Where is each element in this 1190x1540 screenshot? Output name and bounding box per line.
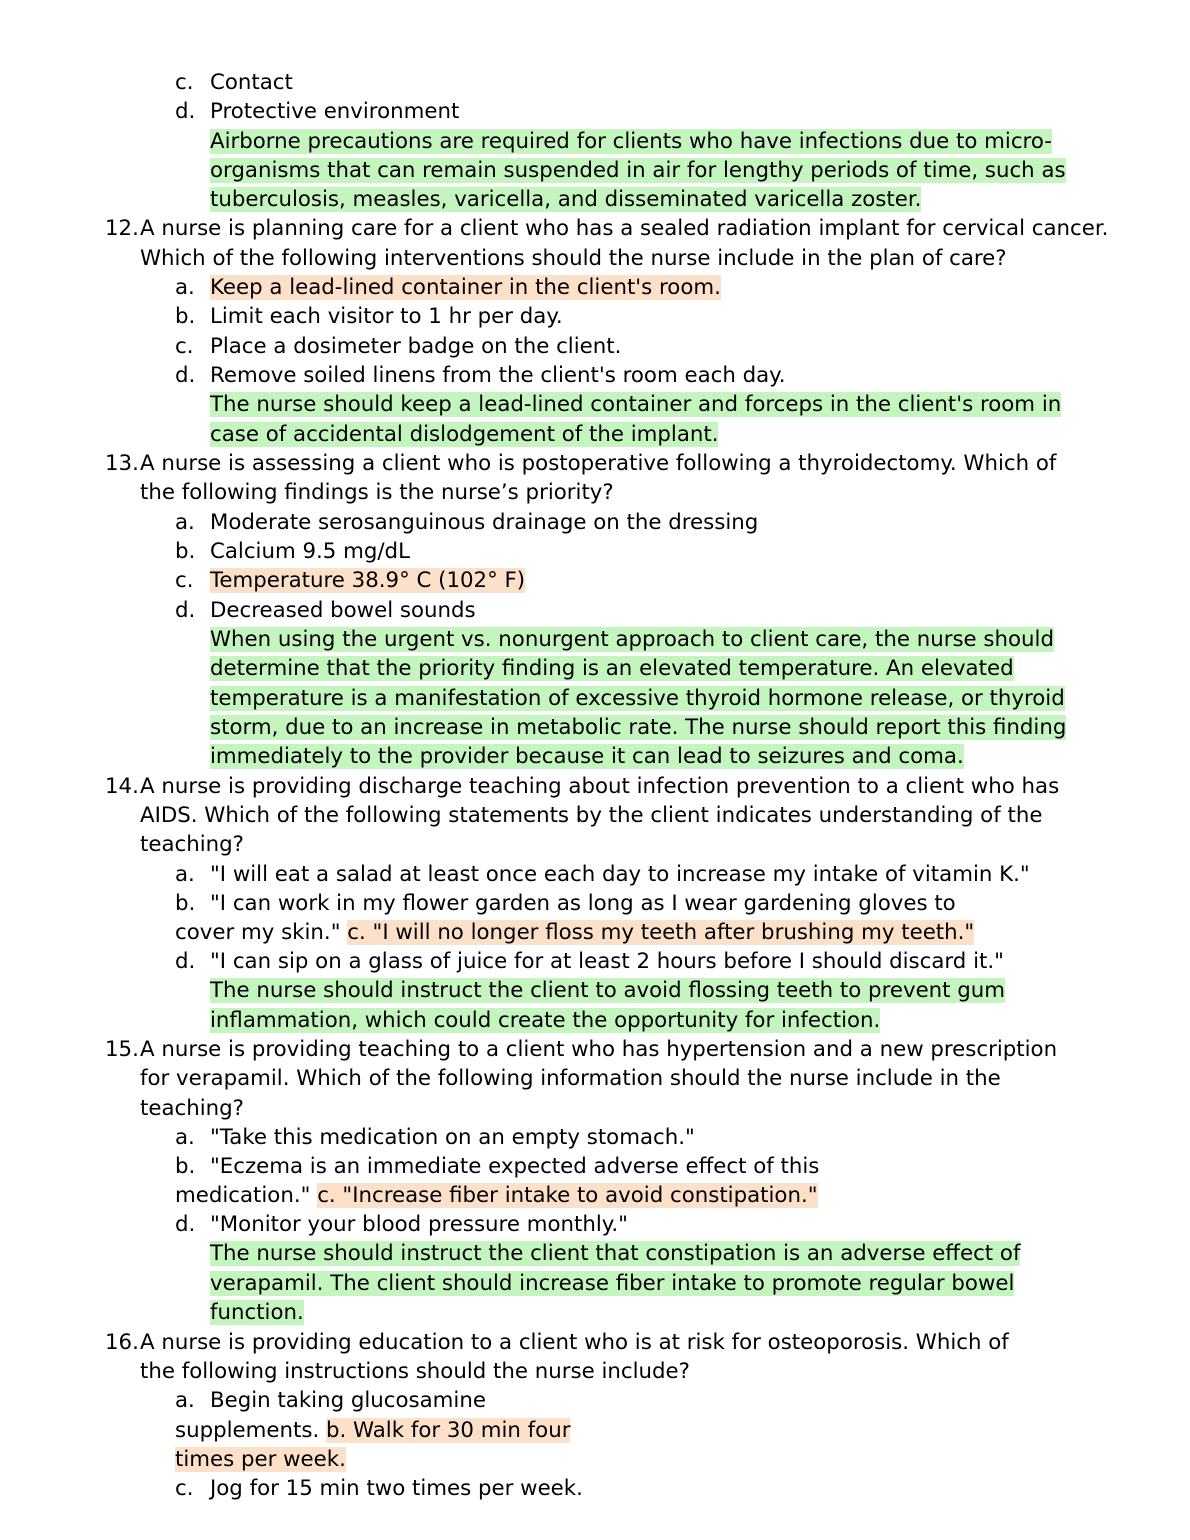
q13-stem: 13.A nurse is assessing a client who is postoperative following a thyroidectomy. Which of [105,451,1057,476]
q13-option-d: d. Decreased bowel sounds [175,598,476,623]
q15-rationale-line: function. [210,1300,304,1325]
q15-stem-cont: teaching? [140,1096,244,1121]
q14-option-d: d. "I can sip on a glass of juice for at least 2 hours before I should discard it." [175,949,1004,974]
q11-option-c: c. Contact [175,70,293,95]
q11-rationale-line: Airborne precautions are required for clients who have infections due to micro- [210,129,1052,154]
q12-option-b: b. Limit each visitor to 1 hr per day. [175,304,563,329]
q14-option-c: c. "I will no longer floss my teeth after brushing my teeth." [347,920,975,945]
q12-option-c: c. Place a dosimeter badge on the client. [175,334,622,359]
q14-rationale-line: inflammation, which could create the opportunity for infection. [210,1008,881,1033]
q13-rationale-line: temperature is a manifestation of excessive thyroid hormone release, or thyroid [210,686,1065,711]
q13-option-c: c. Temperature 38.9° C (102° F) [175,568,526,593]
q14-option-b: b. "I can work in my flower garden as long as I wear gardening gloves to [175,891,956,916]
q14-stem: 14.A nurse is providing discharge teaching about infection prevention to a client who has [105,774,1060,799]
q14-rationale-line: The nurse should instruct the client to avoid flossing teeth to prevent gum [210,978,1006,1003]
q13-rationale-line: immediately to the provider because it can lead to seizures and coma. [210,744,964,769]
q13-rationale-line: When using the urgent vs. nonurgent approach to client care, the nurse should [210,627,1054,652]
q15-stem: 15.A nurse is providing teaching to a client who has hypertension and a new prescription [105,1037,1058,1062]
q15-rationale-line: verapamil. The client should increase fiber intake to promote regular bowel [210,1271,1015,1296]
q12-option-d: d. Remove soiled linens from the client's room each day. [175,363,786,388]
q16-option-c: c. Jog for 15 min two times per week. [175,1476,583,1501]
q16-stem: 16.A nurse is providing education to a client who is at risk for osteoporosis. Which of [105,1330,1009,1355]
q15-option-a: a. "Take this medication on an empty stomach." [175,1125,695,1150]
q12-rationale-line: The nurse should keep a lead-lined container and forceps in the client's room in [210,392,1062,417]
q16-option-a-cont: supplements. b. Walk for 30 min four [175,1418,571,1443]
q13-option-a: a. Moderate serosanguinous drainage on the dressing [175,510,759,535]
q11-option-d: d. Protective environment [175,99,460,124]
q12-stem: 12.A nurse is planning care for a client who has a sealed radiation implant for cervical cancer. [105,216,1109,241]
q13-option-b: b. Calcium 9.5 mg/dL [175,539,410,564]
q14-option-b-cont: cover my skin." c. "I will no longer floss my teeth after brushing my teeth." [175,920,975,945]
q13-rationale-line: storm, due to an increase in metabolic rate. The nurse should report this finding [210,715,1067,740]
q15-option-c: c. "Increase fiber intake to avoid constipation." [317,1183,818,1208]
q16-option-b-cont: times per week. [175,1447,346,1472]
q16-stem-cont: the following instructions should the nurse include? [140,1359,690,1384]
q13-stem-cont: the following findings is the nurse’s priority? [140,480,614,505]
q15-option-d: d. "Monitor your blood pressure monthly." [175,1212,628,1237]
q13-rationale-line: determine that the priority finding is an elevated temperature. An elevated [210,656,1014,681]
q14-stem-cont: teaching? [140,832,244,857]
q12-stem-cont: Which of the following interventions should the nurse include in the plan of care? [140,246,1007,271]
q15-option-b-cont: medication." c. "Increase fiber intake to avoid constipation." [175,1183,818,1208]
q15-rationale-line: The nurse should instruct the client that constipation is an adverse effect of [210,1241,1021,1266]
q16-option-b: b. Walk for 30 min four [326,1418,571,1443]
q14-stem-cont: AIDS. Which of the following statements by the client indicates understanding of the [140,803,1043,828]
q12-rationale-line: case of accidental dislodgement of the implant. [210,422,719,447]
q11-rationale-line: organisms that can remain suspended in air for lengthy periods of time, such as [210,158,1066,183]
q15-option-b: b. "Eczema is an immediate expected adverse effect of this [175,1154,820,1179]
q12-option-a: a. Keep a lead-lined container in the client's room. [175,275,721,300]
q14-option-a: a. "I will eat a salad at least once each day to increase my intake of vitamin K." [175,862,1030,887]
q11-rationale-line: tuberculosis, measles, varicella, and disseminated varicella zoster. [210,187,922,212]
q15-stem-cont: for verapamil. Which of the following information should the nurse include in the [140,1066,1001,1091]
q16-option-a: a. Begin taking glucosamine [175,1388,486,1413]
